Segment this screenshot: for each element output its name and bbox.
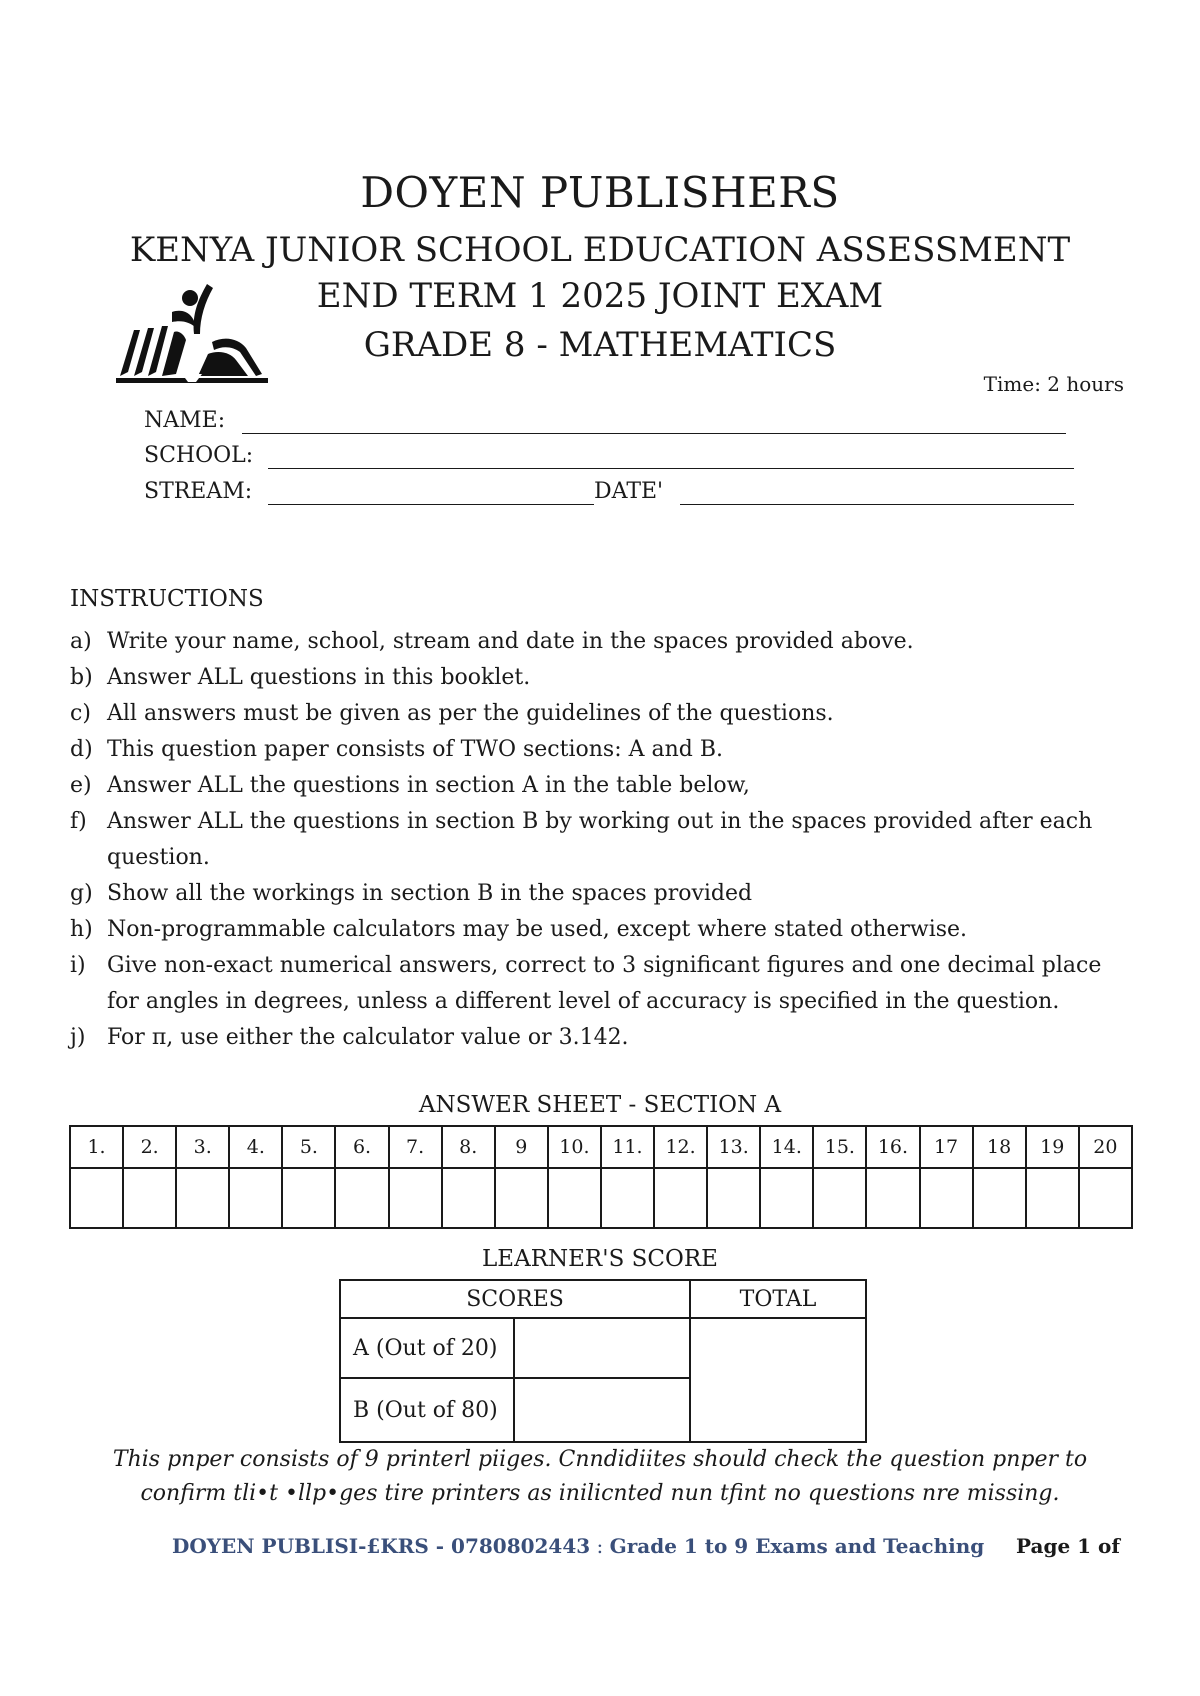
answer-box[interactable] — [495, 1168, 548, 1228]
section-a-score-label: A (Out of 20) — [340, 1318, 514, 1378]
answer-number: 13. — [707, 1126, 760, 1168]
instruction-text: All answers must be given as per the guidelines of the questions. — [107, 701, 834, 726]
instruction-item — [70, 876, 1130, 912]
footnote-line-1: This pnper consists of 9 printerl piiges. Cnndidiites should check the question pnper to — [112, 1447, 1088, 1472]
answer-number: 4. — [229, 1126, 282, 1168]
instruction-marker: b) — [70, 665, 93, 690]
assessment-title: KENYA JUNIOR SCHOOL EDUCATION ASSESSMENT — [129, 230, 1071, 270]
instruction-text: Write your name, school, stream and date in the spaces provided above. — [107, 629, 914, 654]
date-input-line[interactable] — [680, 503, 1074, 505]
answer-box[interactable] — [654, 1168, 707, 1228]
date-label: DATE' — [594, 479, 664, 504]
answer-number: 9 — [495, 1126, 548, 1168]
answer-box[interactable] — [1079, 1168, 1132, 1228]
school-label: SCHOOL: — [144, 443, 254, 468]
answer-box-row — [70, 1168, 1132, 1228]
footnote-line-2: confirm tli•t •llp•ges tire printers as inilicnted nun tfint no questions nre missing. — [140, 1481, 1060, 1506]
instruction-item — [70, 804, 1130, 876]
answer-box[interactable] — [813, 1168, 866, 1228]
footer-brand-text: DOYEN PUBLISI-£KRS - 0780802443 — [172, 1534, 591, 1558]
footer-separator: : — [590, 1534, 610, 1558]
instruction-item — [70, 1020, 1130, 1056]
instruction-item — [70, 732, 1130, 768]
name-label: NAME: — [144, 408, 226, 433]
section-b-score-box[interactable] — [514, 1378, 690, 1442]
footer-brand — [172, 1534, 984, 1558]
answer-number: 2. — [123, 1126, 176, 1168]
answer-number-row — [70, 1126, 1132, 1168]
stream-input-line[interactable] — [268, 503, 594, 505]
total-header: TOTAL — [690, 1280, 866, 1318]
exam-duration: Time: 2 hours — [983, 372, 1124, 396]
answer-box[interactable] — [442, 1168, 495, 1228]
instruction-text: Show all the workings in section B in the spaces provided — [107, 881, 753, 906]
answer-number: 16. — [866, 1126, 919, 1168]
learner-score-title: LEARNER'S SCORE — [482, 1246, 718, 1272]
answer-number: 1. — [70, 1126, 123, 1168]
instruction-marker: e) — [70, 773, 92, 798]
instruction-item — [70, 624, 1130, 660]
instructions-heading: INSTRUCTIONS — [70, 586, 264, 612]
answer-number: 14. — [760, 1126, 813, 1168]
instruction-text: Answer ALL the questions in section A in the table below, — [107, 773, 750, 798]
instruction-text: For π, use either the calculator value or 3.142. — [107, 1025, 629, 1050]
instruction-marker: f) — [70, 809, 87, 834]
instruction-item — [70, 948, 1130, 1020]
instruction-marker: g) — [70, 881, 93, 906]
answer-box[interactable] — [866, 1168, 919, 1228]
answer-number: 8. — [442, 1126, 495, 1168]
instruction-text: Give non-exact numerical answers, correct to 3 significant figures and one decimal place for angles in degrees, unless a different level of accuracy is specified in the question. — [107, 953, 1102, 1014]
answer-box[interactable] — [123, 1168, 176, 1228]
answer-box[interactable] — [760, 1168, 813, 1228]
section-a-score-box[interactable] — [514, 1318, 690, 1378]
answer-box[interactable] — [707, 1168, 760, 1228]
answer-box[interactable] — [282, 1168, 335, 1228]
instructions-list — [70, 624, 1130, 1056]
answer-box[interactable] — [920, 1168, 973, 1228]
instruction-marker: d) — [70, 737, 93, 762]
instruction-marker: c) — [70, 701, 91, 726]
publisher-logo-icon — [112, 278, 272, 386]
answer-number: 17 — [920, 1126, 973, 1168]
section-b-score-label: B (Out of 80) — [340, 1378, 514, 1442]
instruction-marker: j) — [70, 1025, 86, 1050]
publisher-title: DOYEN PUBLISHERS — [360, 168, 840, 217]
instruction-marker: a) — [70, 629, 92, 654]
answer-number: 3. — [176, 1126, 229, 1168]
stream-label: STREAM: — [144, 479, 253, 504]
answer-number: 5. — [282, 1126, 335, 1168]
answer-number: 7. — [389, 1126, 442, 1168]
instruction-text: This question paper consists of TWO sections: A and B. — [107, 737, 724, 762]
answer-number: 10. — [548, 1126, 601, 1168]
answer-box[interactable] — [70, 1168, 123, 1228]
instruction-item — [70, 696, 1130, 732]
instruction-text: Answer ALL the questions in section B by working out in the spaces provided after each question. — [107, 809, 1093, 870]
answer-box[interactable] — [389, 1168, 442, 1228]
answer-sheet-table — [69, 1125, 1133, 1229]
instruction-item — [70, 660, 1130, 696]
footer-tagline: Grade 1 to 9 Exams and Teaching — [609, 1534, 985, 1558]
instruction-text: Non-programmable calculators may be used, except where stated otherwise. — [107, 917, 968, 942]
school-input-line[interactable] — [268, 467, 1074, 469]
answer-number: 6. — [335, 1126, 388, 1168]
learner-score-table — [339, 1279, 867, 1443]
instruction-item — [70, 912, 1130, 948]
answer-number: 20 — [1079, 1126, 1132, 1168]
answer-number: 18 — [973, 1126, 1026, 1168]
instruction-marker: h) — [70, 917, 93, 942]
answer-box[interactable] — [335, 1168, 388, 1228]
answer-box[interactable] — [229, 1168, 282, 1228]
instruction-marker: i) — [70, 953, 86, 978]
total-score-box[interactable] — [690, 1318, 866, 1442]
exam-title: END TERM 1 2025 JOINT EXAM — [316, 276, 884, 316]
answer-box[interactable] — [1026, 1168, 1079, 1228]
name-input-line[interactable] — [242, 432, 1066, 434]
answer-number: 11. — [601, 1126, 654, 1168]
subject-title: GRADE 8 - MATHEMATICS — [363, 325, 837, 365]
answer-box[interactable] — [548, 1168, 601, 1228]
answer-box[interactable] — [601, 1168, 654, 1228]
instruction-item — [70, 768, 1130, 804]
answer-sheet-title: ANSWER SHEET - SECTION A — [418, 1092, 782, 1118]
answer-number: 12. — [654, 1126, 707, 1168]
page-number: Page 1 of — [1016, 1534, 1120, 1558]
scores-header: SCORES — [340, 1280, 690, 1318]
answer-box[interactable] — [176, 1168, 229, 1228]
answer-box[interactable] — [973, 1168, 1026, 1228]
answer-number: 19 — [1026, 1126, 1079, 1168]
answer-number: 15. — [813, 1126, 866, 1168]
instruction-text: Answer ALL questions in this booklet. — [107, 665, 531, 690]
